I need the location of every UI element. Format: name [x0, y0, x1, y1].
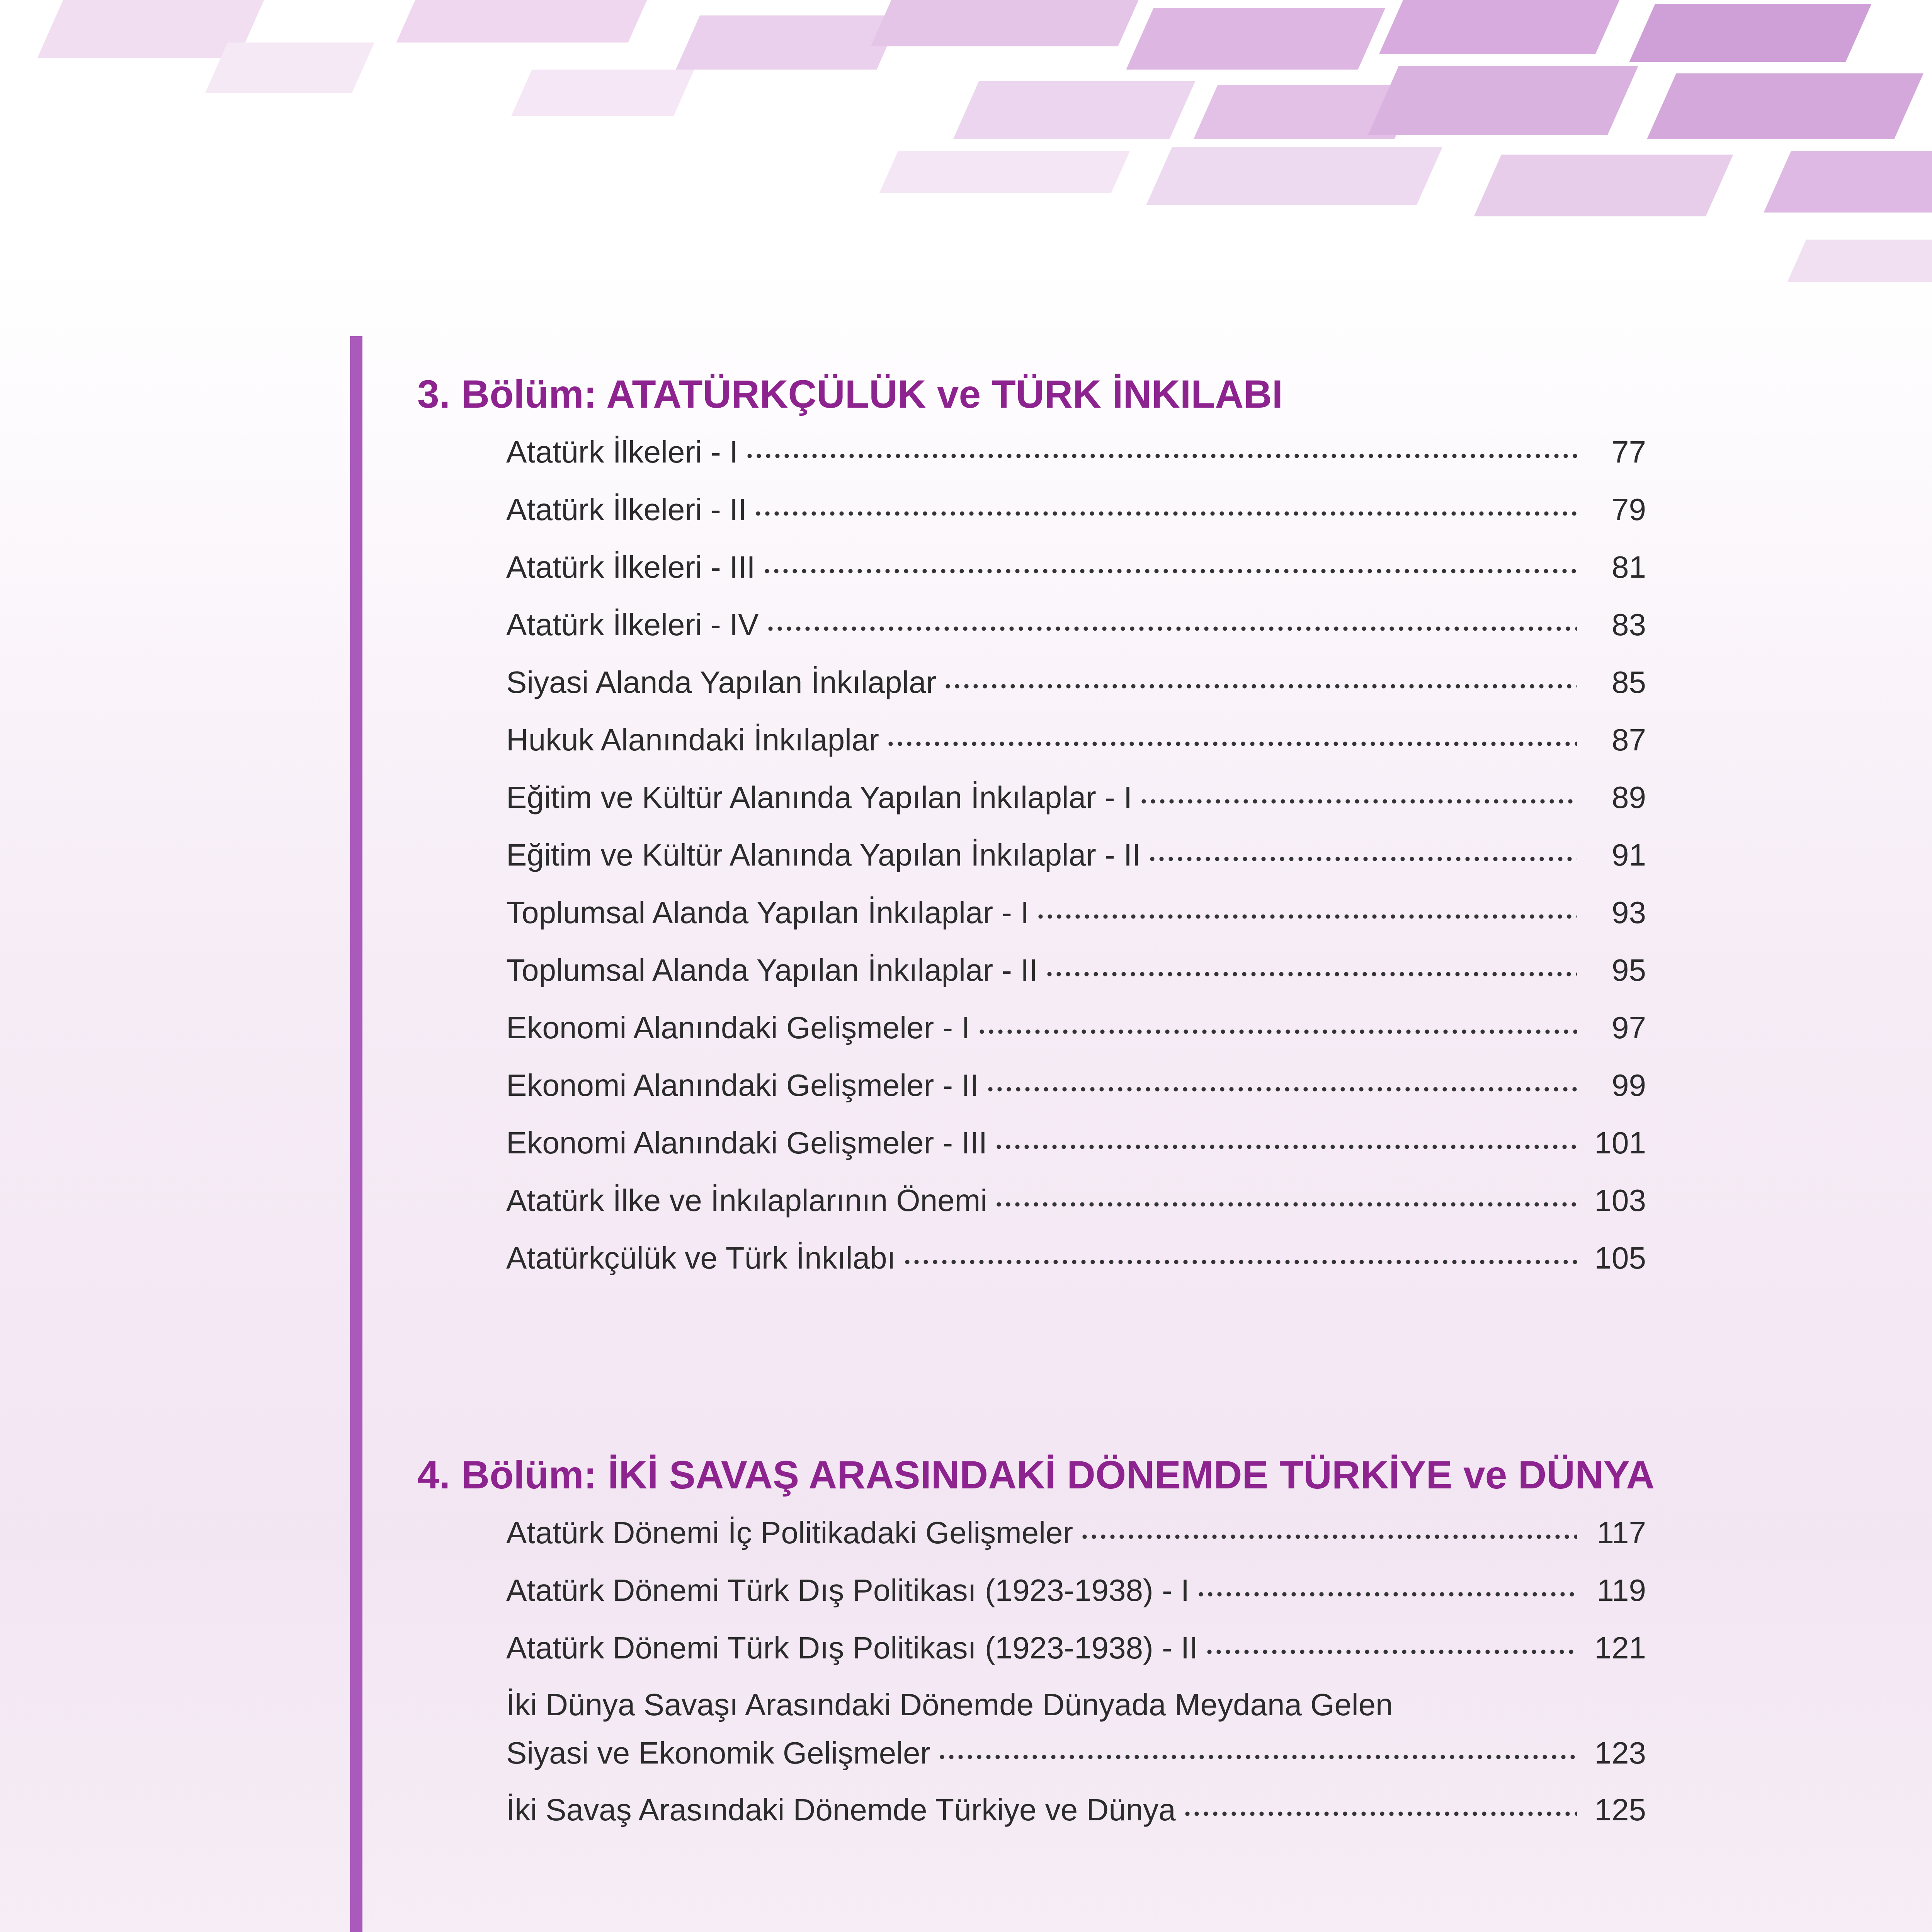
toc-entry-label: İki Savaş Arasındaki Dönemde Türkiye ve Dünya: [506, 1792, 1176, 1827]
dot-leader: [1139, 786, 1577, 817]
toc-entry-page: 125: [1594, 1792, 1646, 1827]
toc-entry-page: 101: [1594, 1125, 1646, 1160]
toc-entry-label: Atatürk İlkeleri - II: [506, 492, 747, 527]
toc-entry-page: 119: [1597, 1573, 1646, 1607]
toc-entry: [506, 1114, 1646, 1172]
toc-entry-label: Ekonomi Alanındaki Gelişmeler - III: [506, 1125, 987, 1160]
dot-leader: [1045, 959, 1577, 990]
dot-leader: [1148, 844, 1577, 874]
toc-entry-label: Toplumsal Alanda Yapılan İnkılaplar - I: [506, 895, 1029, 930]
toc-entry-page: 77: [1612, 434, 1646, 469]
toc-entry: [506, 481, 1646, 538]
dot-leader: [937, 1742, 1577, 1772]
toc-entry-page: 103: [1594, 1183, 1646, 1218]
toc-entry: [506, 826, 1646, 884]
dot-leader: [1036, 901, 1577, 932]
decorative-banner: [0, 0, 1932, 294]
toc-entry-label: Siyasi Alanda Yapılan İnkılaplar: [506, 665, 937, 699]
toc-entry: [506, 999, 1646, 1056]
toc-entry-page: 121: [1594, 1630, 1646, 1665]
toc-entry: [506, 941, 1646, 999]
toc-section-3: [417, 365, 1646, 1287]
toc-entry-page: 87: [1612, 722, 1646, 757]
toc-entry-label: Eğitim ve Kültür Alanında Yapılan İnkılaplar - II: [506, 837, 1141, 872]
dot-leader: [1205, 1636, 1577, 1667]
toc-section-4: [417, 1446, 1655, 1838]
toc-entry-page: 81: [1612, 549, 1646, 584]
toc-entry-page: 89: [1612, 780, 1646, 815]
toc-entry-page: 83: [1612, 607, 1646, 642]
toc-entry: [506, 1504, 1646, 1561]
toc-entry-label: Toplumsal Alanda Yapılan İnkılaplar - II: [506, 952, 1038, 987]
section-title: [417, 1446, 1655, 1504]
section-title: [417, 365, 1646, 423]
toc-entry: [506, 1619, 1646, 1677]
dot-leader: [1196, 1579, 1577, 1610]
toc-entry-page: 123: [1594, 1735, 1646, 1770]
dot-leader: [1080, 1521, 1577, 1552]
dot-leader: [745, 440, 1577, 471]
toc-entry: [506, 1056, 1646, 1114]
toc-entry-page: 79: [1612, 492, 1646, 527]
toc-entry-label: Hukuk Alanındaki İnkılaplar: [506, 722, 879, 757]
dot-leader: [886, 728, 1577, 759]
dot-leader: [903, 1247, 1577, 1277]
toc-entry-page: 99: [1612, 1068, 1646, 1102]
toc-entry: [506, 596, 1646, 653]
toc-entry-page: 105: [1594, 1240, 1646, 1275]
toc-entry-page: 117: [1597, 1515, 1646, 1550]
toc-entry-label: Ekonomi Alanındaki Gelişmeler - I: [506, 1010, 970, 1045]
dot-leader: [943, 671, 1577, 702]
toc-entry: [506, 1561, 1646, 1619]
toc-entry-label: Atatürk Dönemi Türk Dış Politikası (1923-1938) - II: [506, 1630, 1198, 1665]
toc-entry: [506, 653, 1646, 711]
toc-entry-page: 91: [1612, 837, 1646, 872]
toc-entry-label: Eğitim ve Kültür Alanında Yapılan İnkılaplar - I: [506, 780, 1133, 815]
toc-entry-second-line-row: [506, 1729, 1646, 1777]
dot-leader: [994, 1189, 1577, 1220]
toc-entry-label: Atatürk Dönemi Türk Dış Politikası (1923-1938) - I: [506, 1573, 1190, 1607]
dot-leader: [977, 1016, 1577, 1047]
toc-entry-label: Atatürkçülük ve Türk İnkılabı: [506, 1240, 896, 1275]
toc-entry-label: Atatürk Dönemi İç Politikadaki Gelişmeler: [506, 1515, 1073, 1550]
section-number: 4. Bölüm:: [417, 1453, 597, 1497]
toc-entry-label: Atatürk İlkeleri - IV: [506, 607, 759, 642]
dot-leader: [1183, 1798, 1577, 1829]
toc-entry: [506, 711, 1646, 769]
toc-entry-label: Atatürk İlkeleri - I: [506, 434, 738, 469]
toc-entry: [506, 1781, 1646, 1838]
dot-leader: [986, 1074, 1577, 1105]
section-number: 3. Bölüm:: [417, 372, 597, 416]
toc-entry: [506, 1229, 1646, 1287]
section-title-text: İKİ SAVAŞ ARASINDAKİ DÖNEMDE TÜRKİYE ve DÜNYA: [608, 1453, 1655, 1497]
toc-entry: [506, 884, 1646, 941]
toc-entry-page: 85: [1612, 665, 1646, 699]
toc-entry: [506, 1677, 1646, 1781]
section-title-text: ATATÜRKÇÜLÜK ve TÜRK İNKILABI: [606, 372, 1283, 416]
left-accent-bar: [350, 336, 362, 1932]
dot-leader: [762, 556, 1577, 587]
toc-entry: [506, 1172, 1646, 1229]
dot-leader: [994, 1131, 1577, 1162]
toc-entry: [506, 538, 1646, 596]
toc-entry-first-line: İki Dünya Savaşı Arasındaki Dönemde Dünyada Meydana Gelen: [506, 1687, 1393, 1722]
toc-entry-first-line-row: [506, 1680, 1646, 1729]
toc-entry: [506, 769, 1646, 826]
toc-entry: [506, 423, 1646, 481]
toc-entry-page: 97: [1612, 1010, 1646, 1045]
toc-entry-label: Atatürk İlkeleri - III: [506, 549, 755, 584]
toc-entry-page: 93: [1612, 895, 1646, 930]
toc-entry-page: 95: [1612, 952, 1646, 987]
toc-entry-label: Atatürk İlke ve İnkılaplarının Önemi: [506, 1183, 987, 1218]
toc-entry-label: Ekonomi Alanındaki Gelişmeler - II: [506, 1068, 979, 1102]
toc-entry-label: Siyasi ve Ekonomik Gelişmeler: [506, 1735, 931, 1770]
dot-leader: [753, 498, 1577, 529]
dot-leader: [766, 613, 1577, 644]
